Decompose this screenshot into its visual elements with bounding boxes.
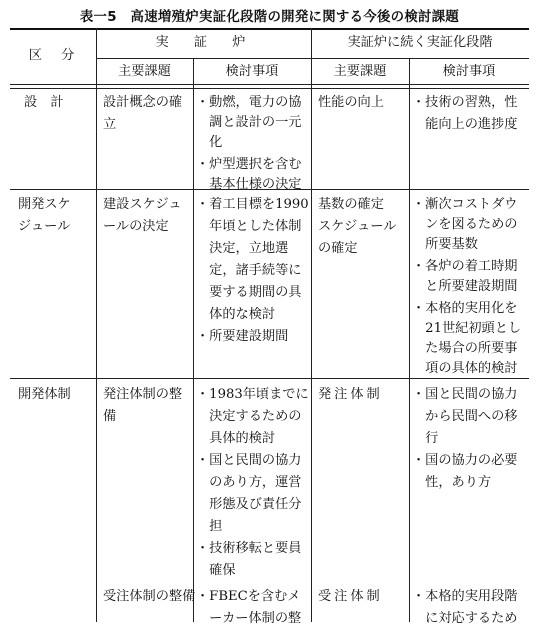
row-schedule-next-review-2: ンを図るための (412, 217, 518, 232)
header-demo-reactor: 実 証 炉 (155, 35, 252, 50)
row-schedule-demo-review-5: 要する期間の具 (196, 285, 302, 300)
row-organization-demo-review-9: 確保 (196, 563, 236, 578)
row-schedule-category-2: ジュール (18, 219, 71, 234)
header-next-main-issues: 主要課題 (333, 64, 387, 79)
row-design-demo-review-3: 化 (196, 135, 223, 150)
row-design-demo-review-1: ・動燃，電力の協 (196, 95, 302, 110)
col-divider-4 (409, 58, 410, 622)
row-organization-demo-review-5: のあり方，運営 (196, 475, 302, 490)
row-organization-demo-review2-2: ーカー体制の整 (196, 611, 302, 626)
row-design-demo-review-4: ・炉型選択を含む (196, 157, 302, 172)
row-schedule-category-1: 開発スケ (18, 197, 71, 212)
row-organization-demo-review-4: ・国と民間の協力 (196, 453, 302, 468)
row-organization-next-issue-1: 発注体制 (318, 387, 383, 402)
row-organization-category: 開発体制 (18, 387, 71, 402)
row-schedule-next-review-1: ・漸次コストダウ (412, 197, 518, 212)
row-organization-next-review-1: ・国と民間の協力 (412, 387, 518, 402)
row-schedule-next-review-8: た場合の所要事 (412, 341, 518, 356)
row-schedule-demo-issue-1: 建設スケジュ (103, 197, 182, 212)
row-organization-next-review-5: 性，あり方 (412, 475, 492, 490)
row-organization-next-issue2-1: 受注体制 (318, 589, 383, 604)
table-top-rule (10, 28, 529, 30)
col-divider-2 (193, 58, 194, 622)
row-design-next-review-1: ・技術の習熟，性 (412, 95, 518, 110)
row-schedule-next-review-4: ・各炉の着工時期 (412, 259, 518, 274)
header-category: 区 分 (28, 48, 78, 63)
row-schedule-demo-review-6: 体的な検討 (196, 307, 276, 322)
header-demo-review-items: 検討事項 (225, 64, 279, 79)
row-schedule-next-review-3: 所要基数 (412, 237, 478, 252)
row-schedule-next-issue-1: 基数の確定 (318, 197, 384, 212)
row-organization-demo-issue-2: 備 (103, 409, 117, 424)
row-organization-next-review-3: 行 (412, 431, 439, 446)
row-design-demo-review-2: 調と設計の一元 (196, 115, 302, 130)
row-schedule-next-review-5: と所要建設期間 (412, 279, 518, 294)
row-organization-demo-issue-1: 発注体制の整 (103, 387, 183, 402)
row-organization-demo-review-8: ・技術移転と要員 (196, 541, 302, 556)
row-schedule-next-issue-3: の確定 (318, 241, 358, 256)
col-divider-1 (96, 28, 97, 622)
row-schedule-demo-review-2: 年頃とした体制 (196, 219, 302, 234)
row-schedule-next-issue-2: スケジュール (318, 219, 397, 234)
row-design-demo-issue-1: 設計概念の確 (103, 95, 183, 110)
col-divider-3 (311, 28, 312, 622)
header-next-stage: 実証炉に続く実証化段階 (347, 35, 493, 50)
row-design-next-issue-1: 性能の向上 (318, 95, 384, 110)
row-schedule-demo-review-7: ・所要建設期間 (196, 329, 289, 344)
row-organization-demo-review2-1: ・FBECを含むメ (196, 589, 301, 604)
row-design-category: 設 計 (24, 95, 64, 110)
row-schedule-demo-review-1: ・着工目標を1990 (196, 197, 309, 212)
row-schedule-next-review-7: 21世紀初頭とし (412, 321, 522, 336)
header-demo-main-issues: 主要課題 (118, 64, 171, 79)
row-organization-demo-issue2-1: 受注体制の整備 (103, 589, 196, 604)
row-organization-next-review-4: ・国の協力の必要 (412, 453, 518, 468)
row-organization-demo-review-3: 具体的検討 (196, 431, 276, 446)
header-mid-rule (96, 58, 529, 59)
row-schedule-next-review-6: ・本格的実用化を (412, 301, 518, 316)
row-organization-demo-review-6: 形態及び責任分 (196, 497, 302, 512)
issues-table (10, 28, 529, 626)
header-bottom-rule (10, 84, 529, 89)
row-design-demo-issue-2: 立 (103, 117, 117, 132)
row-schedule-next-review-9: 項の具体的検討 (412, 361, 518, 376)
row-design-next-review-2: 能向上の進捗度 (412, 117, 518, 132)
row-organization-demo-review-1: ・1983年頃までに (196, 387, 309, 402)
row-organization-next-review2-1: ・本格的実用段階 (412, 589, 518, 604)
row-organization-next-review2-2: に対応するため (412, 611, 518, 626)
row-organization-demo-review-2: 決定するための (196, 409, 302, 424)
header-next-review-items: 検討事項 (442, 64, 496, 79)
row-organization-next-review-2: から民間への移 (412, 409, 518, 424)
row-organization-demo-review-7: 担 (196, 519, 223, 534)
row-schedule-demo-issue-2: ールの決定 (103, 219, 169, 234)
row-schedule-demo-review-3: 決定，立地選 (196, 241, 289, 256)
page-title: 表一5 高速増殖炉実証化段階の開発に関する今後の検討課題 (79, 10, 460, 25)
row-design-demo-review-5: 基本仕様の決定 (196, 177, 302, 192)
row-schedule-demo-review-4: 定，諸手続等に (196, 263, 302, 278)
